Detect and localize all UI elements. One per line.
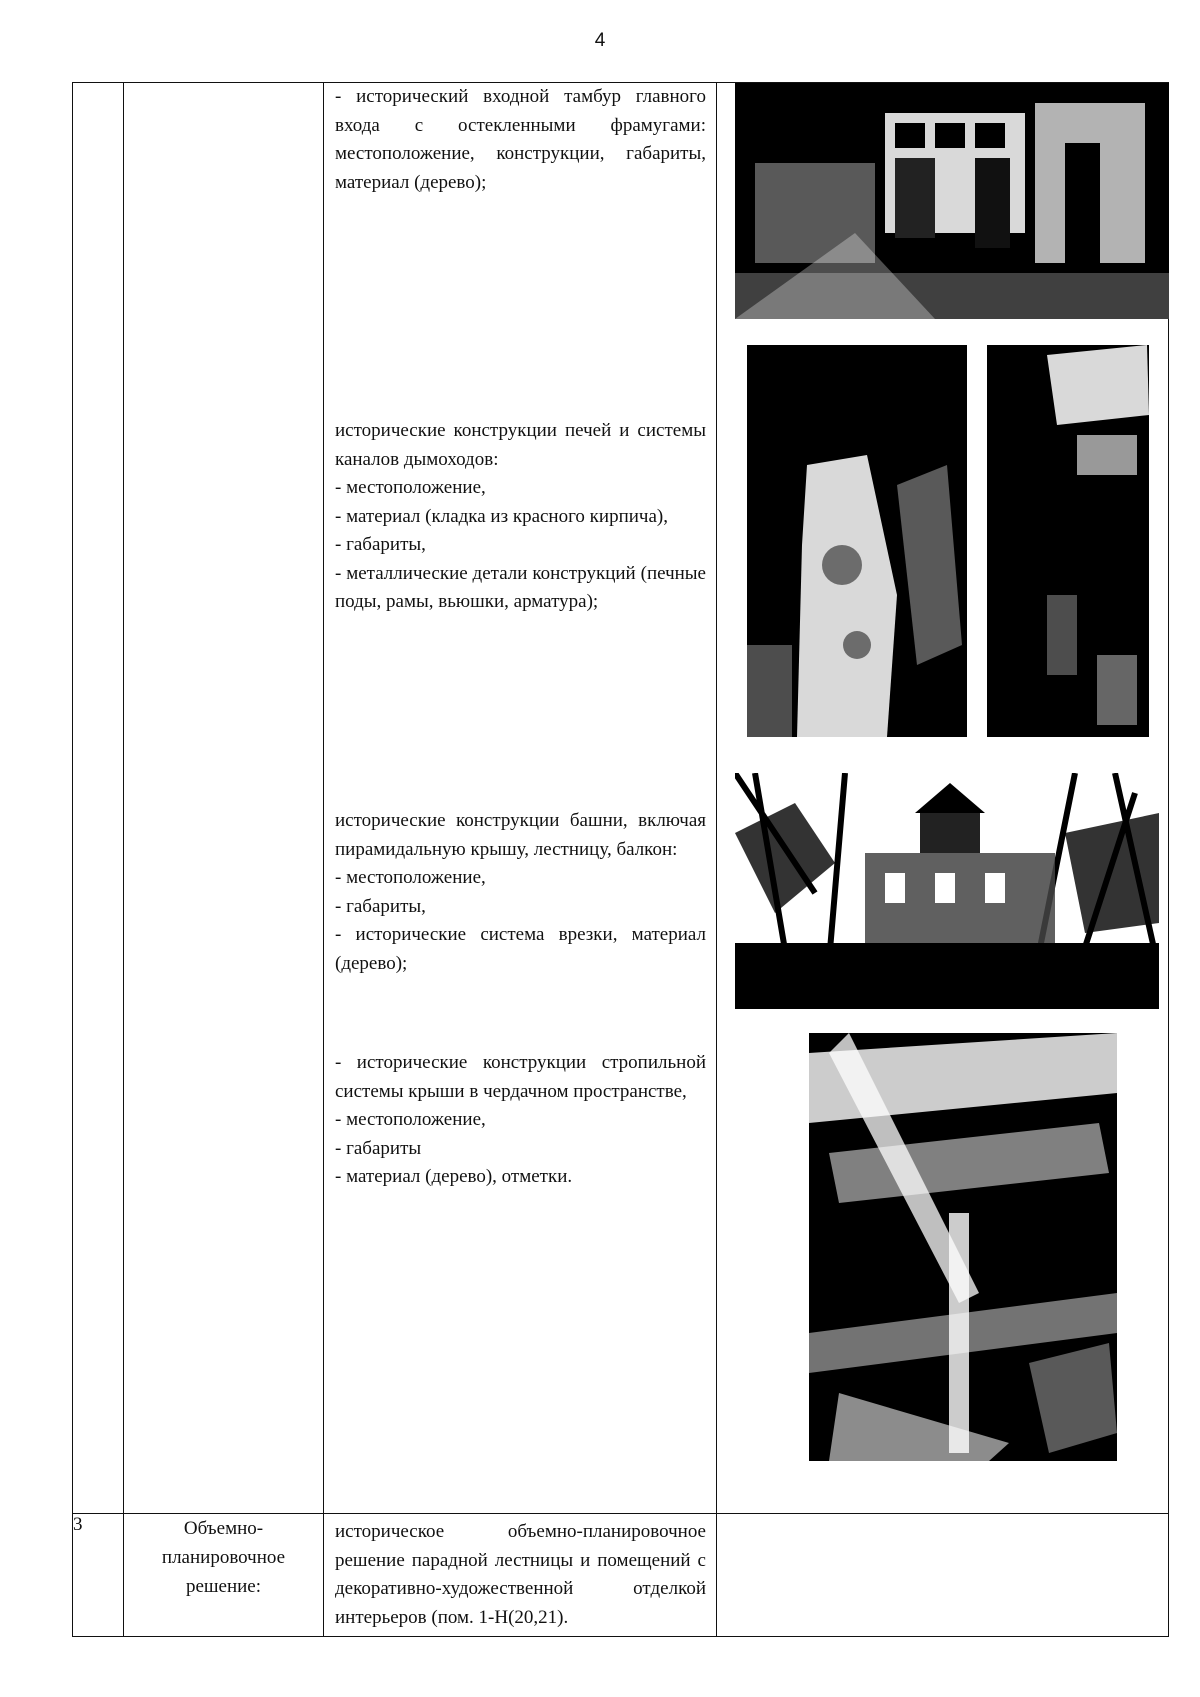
category-cell bbox=[124, 1514, 324, 1637]
page-number: 4 bbox=[594, 30, 606, 51]
paragraph: - габариты, bbox=[335, 534, 426, 555]
table-row bbox=[73, 1514, 1169, 1637]
paragraph: - местоположение, bbox=[335, 1109, 486, 1130]
roof-trusses-text bbox=[324, 1049, 716, 1513]
tower-text bbox=[324, 783, 716, 1049]
stove-chimney-photo-1 bbox=[747, 345, 967, 737]
paragraph: - материал (кладка из красного кирпича), bbox=[335, 505, 668, 527]
paragraph: исторические конструкции башни, включая пирамидальную крышу, лестницу, балкон: bbox=[335, 810, 706, 860]
photos-cell bbox=[717, 83, 1169, 1514]
stove-chimney-photo-2 bbox=[987, 345, 1149, 737]
category-cell bbox=[124, 83, 324, 1514]
category-line: планировочное bbox=[161, 1547, 286, 1568]
description-cell bbox=[324, 83, 717, 1514]
row-number-cell: 3 bbox=[73, 1514, 124, 1637]
stoves-text bbox=[324, 383, 716, 783]
roof-trusses-photo bbox=[809, 1033, 1117, 1461]
paragraph: - габариты, bbox=[335, 895, 426, 917]
paragraph: - габариты bbox=[335, 1137, 422, 1159]
paragraph: - исторические система врезки, материал (дерево); bbox=[335, 924, 706, 974]
category-line: Объемно- bbox=[183, 1518, 264, 1539]
protected-features-table bbox=[72, 82, 1169, 1637]
paragraph: - металлические детали конструкций (печные поды, рамы, вьюшки, арматура); bbox=[335, 562, 706, 612]
tower-photo bbox=[735, 773, 1159, 1009]
paragraph: - исторические конструкции стропильной системы крыши в чердачном пространстве, bbox=[335, 1052, 706, 1102]
paragraph: исторические конструкции печей и системы каналов дымоходов: bbox=[335, 420, 706, 470]
paragraph: - местоположение, bbox=[335, 477, 486, 498]
entrance-vestibule-photo bbox=[735, 83, 1169, 319]
paragraph: - материал (дерево), отметки. bbox=[335, 1166, 573, 1187]
photos-cell bbox=[717, 1514, 1169, 1637]
description-cell bbox=[324, 1514, 717, 1637]
planning-solution-text bbox=[324, 1514, 716, 1636]
entrance-vestibule-text bbox=[324, 83, 716, 383]
paragraph: историческое объемно-планировочное решение парадной лестницы и помещений с декоративно-художественной отделкой интерьеров (пом. 1-Н(20,21). bbox=[335, 1521, 706, 1628]
row-number-cell bbox=[73, 83, 124, 1514]
paragraph: - местоположение, bbox=[335, 867, 486, 888]
table-row bbox=[73, 83, 1169, 1514]
paragraph: - исторический входной тамбур главного входа с остекленными фрамугами: местоположение, конструкции, габариты, материал (дерево); bbox=[335, 86, 706, 193]
category-line: решение: bbox=[185, 1576, 262, 1597]
